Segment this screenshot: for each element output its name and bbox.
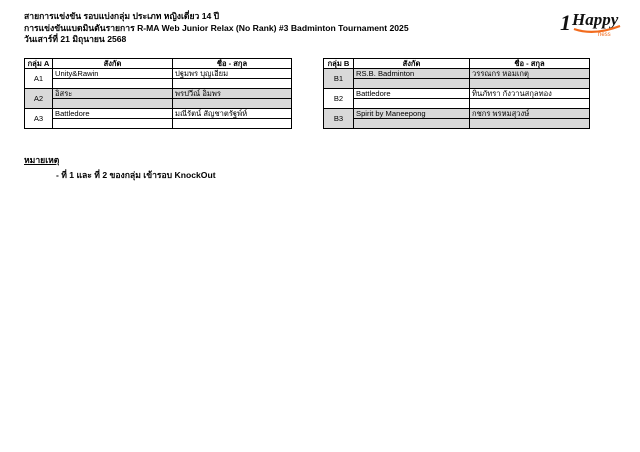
name-cell: มณีรัตน์ สัญชาตรัฐพ์ห์ bbox=[173, 109, 292, 119]
name-cell: พรปวีณ์ อิ่มพร bbox=[173, 89, 292, 99]
header-date: วันเสาร์ที่ 21 มิถุนายน 2568 bbox=[24, 34, 127, 44]
affiliation-cell: อิสระ bbox=[53, 89, 173, 99]
affiliation-header: สังกัด bbox=[53, 59, 173, 69]
table-row bbox=[25, 89, 292, 99]
affiliation-cell: Battledore bbox=[53, 109, 173, 119]
name-cell: กชกร พรหมสุวงษ์ bbox=[470, 109, 590, 119]
logo-number: 1 bbox=[560, 10, 571, 35]
table-row bbox=[324, 69, 590, 79]
group-b-table bbox=[323, 58, 590, 129]
name-header: ชื่อ - สกุล bbox=[470, 59, 590, 69]
group-a-table bbox=[24, 58, 292, 129]
group-cell: A1 bbox=[25, 69, 53, 89]
remark-title: หมายเหตุ bbox=[24, 155, 60, 165]
document-header bbox=[24, 11, 409, 46]
affiliation-header: สังกัด bbox=[354, 59, 470, 69]
name-cell: วรรณกร หอมเกตุ bbox=[470, 69, 590, 79]
affiliation-cell: Battledore bbox=[354, 89, 470, 99]
group-cell: A2 bbox=[25, 89, 53, 109]
group-cell: B1 bbox=[324, 69, 354, 89]
group-a-header: กลุ่ม A bbox=[25, 59, 53, 69]
group-cell: B2 bbox=[324, 89, 354, 109]
happyness-logo bbox=[560, 6, 622, 40]
remark-section bbox=[24, 153, 216, 182]
affiliation-cell: Unity&Rawin bbox=[53, 69, 173, 79]
name-cell: ปฐมพร บุญเอี่ยม bbox=[173, 69, 292, 79]
group-cell: A3 bbox=[25, 109, 53, 129]
header-tournament: การแข่งขันแบดมินตันรายการ R-MA Web Junior Relax (No Rank) #3 Badminton Tournament 2025 bbox=[24, 22, 409, 33]
logo-sub: ness bbox=[598, 32, 611, 38]
header-title: สายการแข่งขัน รอบแบ่งกลุ่ม ประเภท หญิงเดี่ยว 14 ปี bbox=[24, 11, 220, 21]
table-row bbox=[324, 109, 590, 119]
logo-word: Happy bbox=[572, 10, 619, 29]
affiliation-cell: RS.B. Badminton bbox=[354, 69, 470, 79]
table-row bbox=[25, 69, 292, 79]
remark-text: - ที่ 1 และ ที่ 2 ของกลุ่ม เข้ารอบ KnockOut bbox=[56, 170, 216, 180]
table-row bbox=[324, 89, 590, 99]
table-row bbox=[25, 109, 292, 119]
name-header: ชื่อ - สกุล bbox=[173, 59, 292, 69]
name-cell: ทินภัทรา กังวานสกุลทอง bbox=[470, 89, 590, 99]
affiliation-cell: Spirit by Maneepong bbox=[354, 109, 470, 119]
group-cell: B3 bbox=[324, 109, 354, 129]
group-b-header: กลุ่ม B bbox=[324, 59, 354, 69]
